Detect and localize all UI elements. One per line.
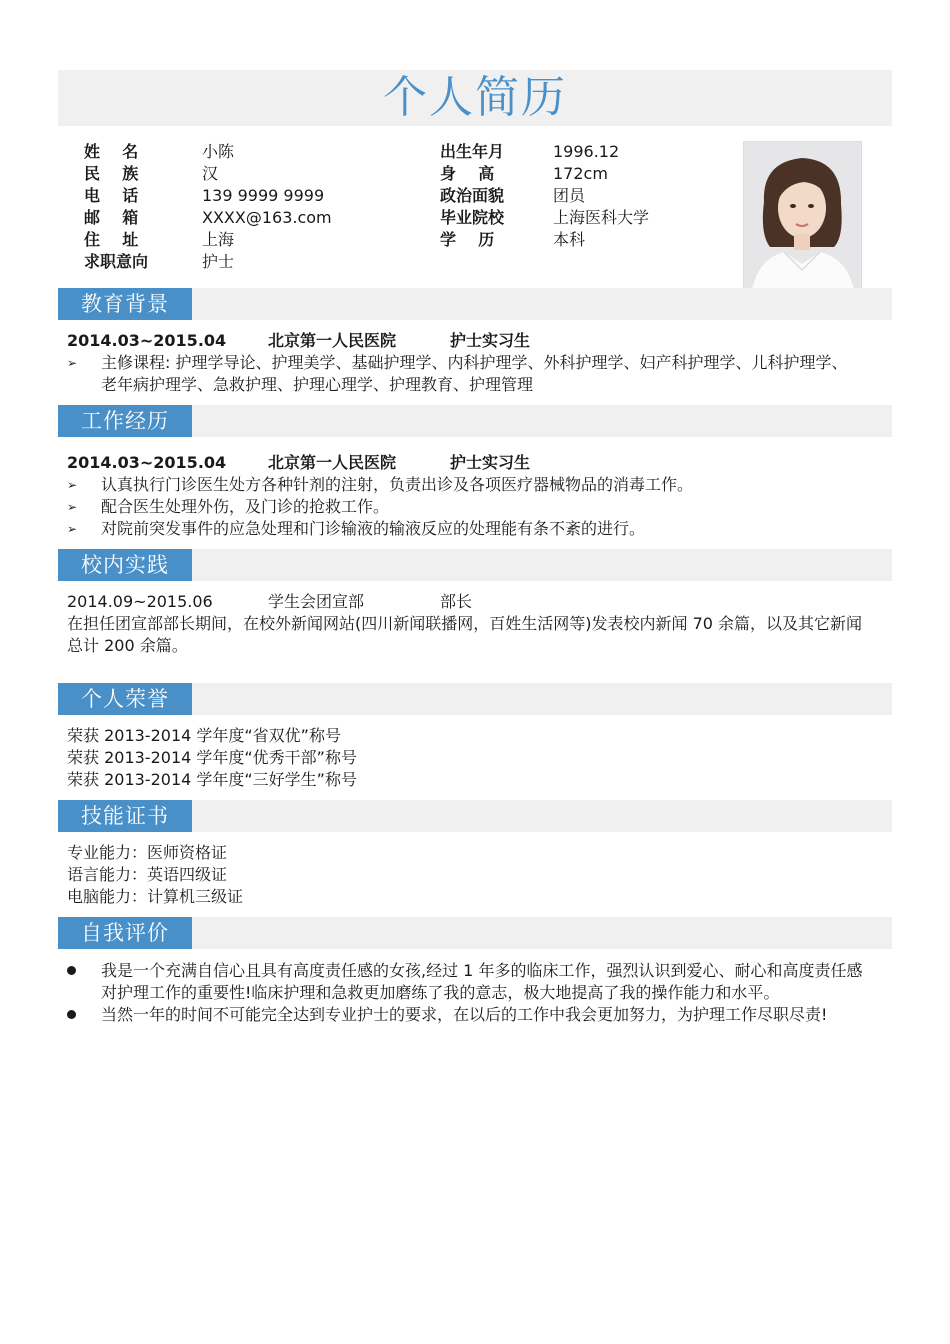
campus-org: 学生会团宣部 <box>268 592 365 611</box>
dot-bullet-icon <box>67 1004 87 1026</box>
edu-courses-line1: 主修课程: 护理学导论、护理美学、基础护理学、内科护理学、外科护理学、妇产科护理学、儿科护理学、 <box>101 353 848 372</box>
work-period: 2014.03~2015.04 <box>67 453 227 472</box>
edu-org: 北京第一人民医院 <box>268 331 397 350</box>
edu-period: 2014.03~2015.04 <box>67 331 227 350</box>
info-value-birth: 1996.12 <box>553 142 620 161</box>
work-item: 对院前突发事件的应急处理和门诊输液的输液反应的处理能有条不紊的进行。 <box>101 519 646 538</box>
info-label: 求职意向 <box>84 252 149 271</box>
info-label: 住 址 <box>84 230 139 249</box>
profile-photo <box>743 141 862 303</box>
work-role: 护士实习生 <box>450 453 531 472</box>
arrow-bullet-icon: ➢ <box>67 356 78 370</box>
section-heading-education: 教育背景 <box>58 288 192 320</box>
section-heading-self-eval: 自我评价 <box>58 917 192 949</box>
info-value-degree: 本科 <box>553 230 586 249</box>
section-heading-work: 工作经历 <box>58 405 192 437</box>
info-label: 毕业院校 <box>440 208 505 227</box>
info-label: 邮 箱 <box>84 208 139 227</box>
work-org: 北京第一人民医院 <box>268 453 397 472</box>
info-value-ethnicity: 汉 <box>202 164 219 183</box>
section-heading-campus: 校内实践 <box>58 549 192 581</box>
section-heading-skills: 技能证书 <box>58 800 192 832</box>
info-label: 政治面貌 <box>440 186 505 205</box>
honor-item: 荣获 2013-2014 学年度“三好学生”称号 <box>67 770 357 789</box>
info-value-school: 上海医科大学 <box>553 208 650 227</box>
info-value-objective: 护士 <box>202 252 235 271</box>
campus-desc-line2: 总计 200 余篇。 <box>67 636 188 655</box>
campus-role: 部长 <box>440 592 473 611</box>
skill-item: 电脑能力：计算机三级证 <box>67 887 244 906</box>
campus-period: 2014.09~2015.06 <box>67 592 213 611</box>
info-value-name: 小陈 <box>202 142 235 161</box>
dot-bullet-icon <box>67 960 87 982</box>
info-value-height: 172cm <box>553 164 608 183</box>
portrait-image <box>744 142 861 302</box>
honor-item: 荣获 2013-2014 学年度“省双优”称号 <box>67 726 341 745</box>
basic-info-left <box>84 141 414 275</box>
info-value-politics: 团员 <box>553 186 586 205</box>
info-label: 学 历 <box>440 230 495 249</box>
section-honors <box>58 683 892 715</box>
campus-desc-line1: 在担任团宣部部长期间，在校外新闻网站(四川新闻联播网，百姓生活网等)发表校内新闻 70 余篇，以及其它新闻 <box>67 614 863 633</box>
self-eval-item2: 当然一年的时间不可能完全达到专业护士的要求，在以后的工作中我会更加努力，为护理工作尽职尽责! <box>101 1005 828 1024</box>
arrow-bullet-icon: ➢ <box>67 522 78 536</box>
info-label: 姓 名 <box>84 142 139 161</box>
info-label: 出生年月 <box>440 142 505 161</box>
self-eval-line2: 对护理工作的重要性!临床护理和急救更加磨练了我的意志，极大地提高了我的操作能力和水平。 <box>101 983 780 1002</box>
section-education <box>58 288 892 320</box>
skill-item: 专业能力：医师资格证 <box>67 843 228 862</box>
section-heading-honors: 个人荣誉 <box>58 683 192 715</box>
work-item: 配合医生处理外伤，及门诊的抢救工作。 <box>101 497 390 516</box>
section-campus <box>58 549 892 581</box>
info-label: 身 高 <box>440 164 495 183</box>
info-value-email: XXXX@163.com <box>202 208 332 227</box>
work-item: 认真执行门诊医生处方各种针剂的注射，负责出诊及各项医疗器械物品的消毒工作。 <box>101 475 694 494</box>
info-value-phone: 139 9999 9999 <box>202 186 325 205</box>
edu-role: 护士实习生 <box>450 331 531 350</box>
skill-item: 语言能力：英语四级证 <box>67 865 228 884</box>
info-label: 民 族 <box>84 164 139 183</box>
info-value-address: 上海 <box>202 230 235 249</box>
honor-item: 荣获 2013-2014 学年度“优秀干部”称号 <box>67 748 357 767</box>
info-label: 电 话 <box>84 186 139 205</box>
arrow-bullet-icon: ➢ <box>67 478 78 492</box>
arrow-bullet-icon: ➢ <box>67 500 78 514</box>
basic-info-right <box>440 141 730 253</box>
self-eval-line1: 我是一个充满自信心且具有高度责任感的女孩,经过 1 年多的临床工作，强烈认识到爱心、耐心和高度责任感 <box>101 961 863 980</box>
edu-courses-line2: 老年病护理学、急救护理、护理心理学、护理教育、护理管理 <box>101 375 534 394</box>
section-skills <box>58 800 892 832</box>
page-title: 个人简历 <box>58 70 892 126</box>
section-work <box>58 405 892 437</box>
section-self-eval <box>58 917 892 949</box>
